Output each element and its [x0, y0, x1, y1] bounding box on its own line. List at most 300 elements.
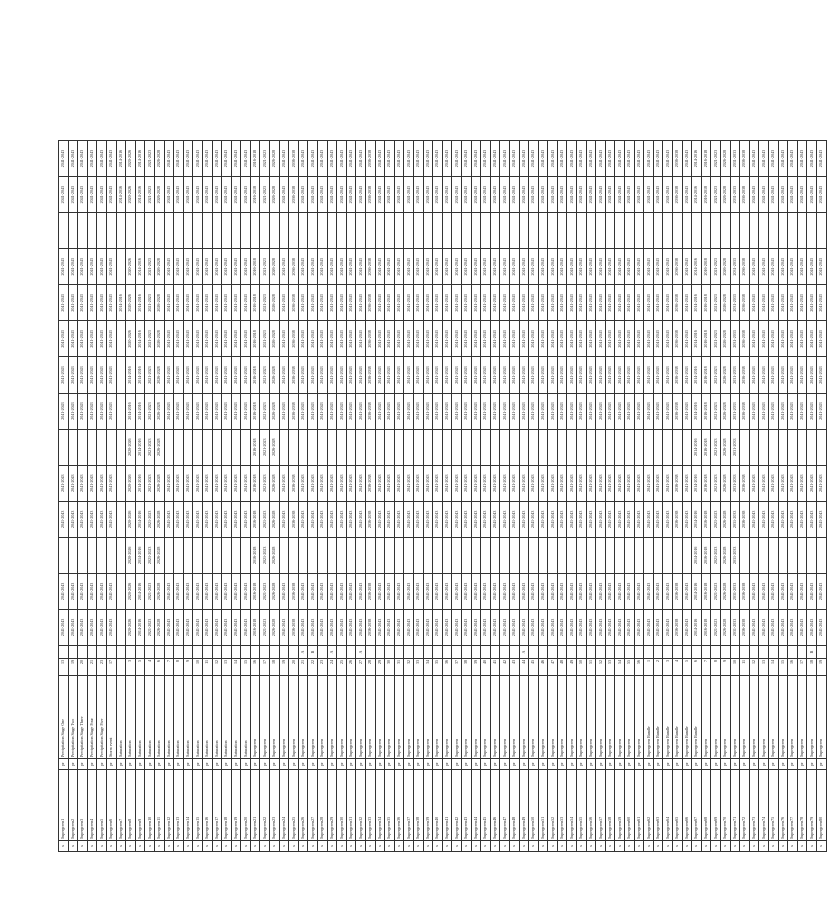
table-cell-code: pr — [289, 759, 299, 770]
table-cell-y11: 2041-2043 — [625, 249, 635, 285]
table-cell-y11 — [116, 249, 126, 285]
table-cell-y4: 2041-2043 — [567, 501, 577, 537]
table-cell-name: Supergreen56 — [586, 770, 596, 841]
table-cell-y14: 2041-2043 — [461, 141, 471, 177]
table-cell-y3 — [519, 537, 529, 573]
table-cell-y11: 2041-2043 — [759, 249, 769, 285]
table-cell-y3 — [615, 537, 625, 573]
table-cell-y2: 2041-2043 — [682, 573, 692, 609]
table-cell-flag — [375, 646, 385, 659]
table-cell-y13: 2041-2043 — [682, 177, 692, 213]
table-cell-flag — [279, 646, 289, 659]
table-cell-flag — [452, 646, 462, 659]
table-cell-flag — [778, 646, 788, 659]
table-row — [260, 141, 270, 852]
table-cell-category: Supergreen — [778, 676, 788, 759]
table-cell-y4: 2041-2043 — [222, 501, 232, 537]
table-cell-category: Supergreen Bundle — [644, 676, 654, 759]
table-cell-y11: 2041-2043 — [298, 249, 308, 285]
table-cell-name: Supergreen76 — [778, 770, 788, 841]
table-cell-y11: 2041-2043 — [596, 249, 606, 285]
table-cell-y13: 2041-2043 — [404, 177, 414, 213]
table-cell-y13: 2041-2043 — [586, 177, 596, 213]
table-row — [154, 141, 164, 852]
table-cell-y5: 2041-2043 — [471, 465, 481, 501]
table-cell-y2: 2041-2043 — [174, 573, 184, 609]
table-cell-category: Saturation — [222, 676, 232, 759]
table-cell-code: pr — [375, 759, 385, 770]
table-cell-y5: 2041-2043 — [202, 465, 212, 501]
table-cell-y6 — [385, 429, 395, 465]
table-cell-y6 — [183, 429, 193, 465]
table-row — [68, 141, 78, 852]
table-cell-y7: 2041-2043 — [423, 393, 433, 429]
table-cell-y5: 2041-2043 — [222, 465, 232, 501]
table-cell-y4: 2041-2043 — [385, 501, 395, 537]
table-cell-y2: 2014-2016 — [135, 573, 145, 609]
table-cell-y13: 2041-2043 — [202, 177, 212, 213]
table-cell-y14: 2041-2043 — [202, 141, 212, 177]
table-cell-y11: 2036-2038 — [289, 249, 299, 285]
table-cell-y11: 2026-2028 — [154, 249, 164, 285]
table-cell-num: 6 — [154, 659, 164, 676]
table-cell-category: Supergreen — [346, 676, 356, 759]
table-cell-y6: 2031-2033 — [730, 429, 740, 465]
table-cell-y14: 2041-2043 — [634, 141, 644, 177]
table-cell-y13: 2036-2038 — [673, 177, 683, 213]
table-cell-y7: 2014-2016 — [692, 393, 702, 429]
table-cell-y1: 2016-2018 — [701, 609, 711, 645]
table-cell-y11: 2041-2043 — [174, 249, 184, 285]
table-cell-code: pr — [327, 759, 337, 770]
table-cell-y3 — [174, 537, 184, 573]
table-cell-y4: 2041-2043 — [557, 501, 567, 537]
table-cell-y9: 2041-2043 — [529, 321, 539, 357]
table-cell-y12 — [327, 213, 337, 249]
table-cell-code: pr — [577, 759, 587, 770]
table-cell-y10: 2021-2023 — [145, 285, 155, 321]
table-cell-y4: 2026-2028 — [720, 501, 730, 537]
table-cell-y1: 2026-2028 — [154, 609, 164, 645]
table-cell-y6 — [816, 429, 826, 465]
table-cell-num: 21 — [87, 659, 97, 676]
table-cell-y7: 2041-2043 — [318, 393, 328, 429]
table-cell-flag — [106, 646, 116, 659]
table-cell-y14: 2041-2043 — [433, 141, 443, 177]
table-row — [394, 141, 404, 852]
table-cell-mark: x — [711, 841, 721, 852]
table-cell-flag — [241, 646, 251, 659]
table-cell-y5: 2021-2023 — [711, 465, 721, 501]
table-cell-y4: 2041-2043 — [500, 501, 510, 537]
table-cell-y1: 2041-2043 — [625, 609, 635, 645]
table-cell-y14: 2041-2043 — [327, 141, 337, 177]
table-cell-mark: x — [519, 841, 529, 852]
table-cell-y1: 2021-2023 — [711, 609, 721, 645]
table-cell-y12 — [279, 213, 289, 249]
table-cell-y1: 2041-2043 — [241, 609, 251, 645]
table-cell-mark: x — [471, 841, 481, 852]
table-cell-y3: 2026-2028 — [720, 537, 730, 573]
table-cell-y14: 2041-2043 — [653, 141, 663, 177]
table-cell-y5: 2041-2043 — [87, 465, 97, 501]
table-cell-y12 — [740, 213, 750, 249]
table-cell-y14: 2041-2043 — [509, 141, 519, 177]
table-cell-y8: 2036-2038 — [366, 357, 376, 393]
table-cell-y2: 2041-2043 — [490, 573, 500, 609]
table-cell-y14: 2041-2043 — [567, 141, 577, 177]
table-cell-mark: x — [279, 841, 289, 852]
table-cell-code: pr — [116, 759, 126, 770]
table-cell-y11: 2041-2043 — [548, 249, 558, 285]
table-cell-flag — [567, 646, 577, 659]
table-cell-y3 — [308, 537, 318, 573]
table-cell-y2: 2041-2043 — [778, 573, 788, 609]
table-cell-y5: 2041-2043 — [298, 465, 308, 501]
table-cell-y1: 2041-2043 — [778, 609, 788, 645]
table-cell-y3 — [375, 537, 385, 573]
table-cell-category: Supergreen — [337, 676, 347, 759]
table-cell-name: Supergreen29 — [327, 770, 337, 841]
table-cell-y5: 2041-2043 — [788, 465, 798, 501]
table-cell-num: 39 — [471, 659, 481, 676]
table-cell-y3: 2026-2028 — [270, 537, 280, 573]
table-cell-mark: x — [433, 841, 443, 852]
table-cell-y12 — [366, 213, 376, 249]
table-cell-y4: 2041-2043 — [788, 501, 798, 537]
table-cell-y14: 2041-2043 — [97, 141, 107, 177]
table-cell-y11: 2041-2043 — [222, 249, 232, 285]
table-cell-y1: 2041-2043 — [577, 609, 587, 645]
data-table — [58, 140, 827, 852]
table-cell-y13: 2041-2043 — [452, 177, 462, 213]
table-cell-y5: 2031-2033 — [730, 465, 740, 501]
table-cell-category: Supergreen — [385, 676, 395, 759]
table-cell-num: 29 — [375, 659, 385, 676]
table-cell-flag — [586, 646, 596, 659]
table-cell-y7: 2041-2043 — [634, 393, 644, 429]
table-cell-code: pr — [222, 759, 232, 770]
table-cell-mark: x — [692, 841, 702, 852]
table-cell-y8: 2026-2028 — [720, 357, 730, 393]
table-cell-mark: x — [68, 841, 78, 852]
table-cell-y10: 2041-2043 — [78, 285, 88, 321]
table-cell-y4: 2041-2043 — [778, 501, 788, 537]
table-cell-y2: 2041-2043 — [644, 573, 654, 609]
table-cell-y12 — [615, 213, 625, 249]
table-cell-y6 — [87, 429, 97, 465]
table-cell-y7: 2041-2043 — [500, 393, 510, 429]
table-cell-y7: 2041-2043 — [644, 393, 654, 429]
table-cell-y8: 2014-2016 — [126, 357, 136, 393]
table-cell-y6 — [327, 429, 337, 465]
table-cell-y5: 2041-2043 — [394, 465, 404, 501]
table-cell-y4: 2031-2033 — [730, 501, 740, 537]
table-cell-y13: 2041-2043 — [385, 177, 395, 213]
table-cell-y9: 2041-2043 — [605, 321, 615, 357]
table-cell-y13: 2041-2043 — [318, 177, 328, 213]
table-cell-y11: 2041-2043 — [557, 249, 567, 285]
table-cell-y5: 2026-2028 — [270, 465, 280, 501]
table-cell-y2: 2041-2043 — [97, 573, 107, 609]
table-cell-y1: 2041-2043 — [433, 609, 443, 645]
table-cell-y9: 2041-2043 — [797, 321, 807, 357]
table-cell-y12 — [97, 213, 107, 249]
table-cell-category: Supergreen — [298, 676, 308, 759]
table-cell-name: Supergreen50 — [529, 770, 539, 841]
table-cell-num: 43 — [509, 659, 519, 676]
table-cell-y12 — [538, 213, 548, 249]
table-cell-category: Supergreen — [519, 676, 529, 759]
table-cell-num: 9 — [183, 659, 193, 676]
table-cell-y1: 2031-2033 — [730, 609, 740, 645]
table-cell-y9: 2041-2043 — [433, 321, 443, 357]
table-cell-y7: 2041-2043 — [59, 393, 69, 429]
table-cell-y5: 2041-2043 — [164, 465, 174, 501]
table-cell-y10: 2041-2043 — [778, 285, 788, 321]
table-row — [663, 141, 673, 852]
table-cell-y9: 2041-2043 — [461, 321, 471, 357]
table-row — [500, 141, 510, 852]
table-cell-y10: 2041-2043 — [193, 285, 203, 321]
table-cell-code: pr — [807, 759, 817, 770]
table-row — [490, 141, 500, 852]
table-cell-y7: 2041-2043 — [413, 393, 423, 429]
table-cell-y10: 2041-2043 — [212, 285, 222, 321]
table-cell-y6 — [193, 429, 203, 465]
table-cell-y14: 2041-2043 — [222, 141, 232, 177]
table-cell-y8: 2041-2043 — [327, 357, 337, 393]
table-row — [135, 141, 145, 852]
table-cell-y10: 2031-2033 — [730, 285, 740, 321]
table-row — [318, 141, 328, 852]
table-cell-y13: 2041-2043 — [87, 177, 97, 213]
table-cell-y1: 2041-2043 — [385, 609, 395, 645]
table-cell-y9 — [116, 321, 126, 357]
table-cell-y14: 2041-2043 — [768, 141, 778, 177]
table-cell-y6 — [433, 429, 443, 465]
table-cell-category: Supergreen — [433, 676, 443, 759]
table-cell-code: pr — [250, 759, 260, 770]
table-cell-y9: 2041-2043 — [653, 321, 663, 357]
table-cell-y3: 2020-2026 — [126, 537, 136, 573]
table-cell-num: 5 — [682, 659, 692, 676]
table-cell-name: Supergreen80 — [816, 770, 826, 841]
table-cell-y11: 2041-2043 — [788, 249, 798, 285]
table-cell-y7: 2041-2043 — [327, 393, 337, 429]
table-cell-y2: 2041-2043 — [577, 573, 587, 609]
table-cell-name: Supergreen60 — [625, 770, 635, 841]
table-cell-flag — [174, 646, 184, 659]
table-cell-y3 — [106, 537, 116, 573]
table-cell-code: pr — [59, 759, 69, 770]
table-cell-code: pr — [711, 759, 721, 770]
table-row — [270, 141, 280, 852]
table-cell-y12 — [701, 213, 711, 249]
table-cell-y10: 2041-2043 — [759, 285, 769, 321]
table-cell-y5: 2041-2043 — [193, 465, 203, 501]
table-cell-name: Supergreen6 — [106, 770, 116, 841]
table-cell-num: 56 — [634, 659, 644, 676]
table-row — [529, 141, 539, 852]
table-cell-y8: 2041-2043 — [212, 357, 222, 393]
table-cell-category: Saturation — [154, 676, 164, 759]
table-cell-y10: 2041-2043 — [97, 285, 107, 321]
table-cell-name: Supergreen54 — [567, 770, 577, 841]
table-cell-category: Precipitation Stage Five — [97, 676, 107, 759]
table-cell-y10: 2016-2018 — [250, 285, 260, 321]
table-cell-name: Supergreen40 — [433, 770, 443, 841]
table-cell-y7: 2041-2043 — [231, 393, 241, 429]
table-cell-y6 — [663, 429, 673, 465]
table-cell-y7: 2041-2043 — [586, 393, 596, 429]
table-cell-y10: 2041-2043 — [567, 285, 577, 321]
table-cell-num: 6 — [692, 659, 702, 676]
table-cell-y1: 2041-2043 — [567, 609, 577, 645]
table-cell-y3 — [385, 537, 395, 573]
table-cell-mark: x — [298, 841, 308, 852]
table-cell-y4: 2036-2038 — [366, 501, 376, 537]
table-cell-y10: 2041-2043 — [327, 285, 337, 321]
table-cell-name: Supergreen51 — [538, 770, 548, 841]
table-cell-y7: 2041-2043 — [807, 393, 817, 429]
table-cell-y5: 2041-2043 — [59, 465, 69, 501]
table-cell-y12 — [202, 213, 212, 249]
table-cell-y9: 2041-2043 — [193, 321, 203, 357]
table-cell-y14: 2041-2043 — [682, 141, 692, 177]
table-cell-y7: 2041-2043 — [625, 393, 635, 429]
table-cell-mark: x — [634, 841, 644, 852]
table-cell-y14: 2021-2023 — [711, 141, 721, 177]
table-cell-y2: 2041-2043 — [452, 573, 462, 609]
table-cell-y1: 2041-2043 — [557, 609, 567, 645]
table-cell-y2: 2041-2043 — [615, 573, 625, 609]
table-cell-y8 — [116, 357, 126, 393]
table-row — [653, 141, 663, 852]
table-cell-y6 — [749, 429, 759, 465]
table-cell-y1: 2016-2018 — [250, 609, 260, 645]
table-cell-name: Supergreen53 — [557, 770, 567, 841]
table-cell-name: Supergreen74 — [759, 770, 769, 841]
table-cell-y4: 2041-2043 — [337, 501, 347, 537]
table-cell-y4: 2041-2043 — [509, 501, 519, 537]
table-cell-y4: 2041-2043 — [682, 501, 692, 537]
table-cell-y2: 2041-2043 — [164, 573, 174, 609]
table-cell-y14: 2041-2043 — [596, 141, 606, 177]
table-cell-y8: 2031-2033 — [730, 357, 740, 393]
table-cell-flag — [615, 646, 625, 659]
table-cell-flag — [625, 646, 635, 659]
table-cell-name: Supergreen41 — [442, 770, 452, 841]
table-cell-y9: 2041-2043 — [356, 321, 366, 357]
table-cell-flag — [222, 646, 232, 659]
table-cell-y1: 2020-2026 — [126, 609, 136, 645]
table-cell-y11: 2041-2043 — [97, 249, 107, 285]
table-row — [231, 141, 241, 852]
table-cell-y7: 2041-2043 — [183, 393, 193, 429]
table-cell-flag — [154, 646, 164, 659]
table-cell-flag — [87, 646, 97, 659]
table-cell-y4: 2041-2043 — [433, 501, 443, 537]
table-cell-num: 38 — [461, 659, 471, 676]
table-cell-y1: 2041-2043 — [106, 609, 116, 645]
table-cell-y9: 2041-2043 — [97, 321, 107, 357]
table-cell-category: Precipitation Stage Two — [68, 676, 78, 759]
table-cell-y14: 2041-2043 — [816, 141, 826, 177]
table-cell-y10: 2041-2043 — [538, 285, 548, 321]
table-cell-category: Supergreen Bundle — [673, 676, 683, 759]
table-cell-y6: 2026-2028 — [270, 429, 280, 465]
table-cell-code: pr — [481, 759, 491, 770]
table-cell-y12 — [68, 213, 78, 249]
table-cell-category: Supergreen — [701, 676, 711, 759]
table-cell-y11: 2041-2043 — [413, 249, 423, 285]
table-cell-y12 — [241, 213, 251, 249]
table-cell-y5: 2041-2043 — [279, 465, 289, 501]
table-cell-y9: 2020-2026 — [126, 321, 136, 357]
table-row — [279, 141, 289, 852]
table-cell-y14: 2041-2043 — [490, 141, 500, 177]
table-cell-y6 — [116, 429, 126, 465]
table-cell-flag — [538, 646, 548, 659]
table-cell-y8: 2026-2028 — [270, 357, 280, 393]
table-cell-y1: 2041-2043 — [423, 609, 433, 645]
table-cell-y6 — [500, 429, 510, 465]
table-cell-y1: 2041-2043 — [231, 609, 241, 645]
table-cell-flag — [394, 646, 404, 659]
table-row — [644, 141, 654, 852]
table-cell-mark: x — [222, 841, 232, 852]
table-cell-y12 — [289, 213, 299, 249]
table-cell-name: Supergreen7 — [116, 770, 126, 841]
table-cell-y4: 2041-2043 — [768, 501, 778, 537]
table-cell-y12 — [768, 213, 778, 249]
table-cell-y3 — [212, 537, 222, 573]
table-cell-mark: x — [346, 841, 356, 852]
table-cell-y14: 2021-2023 — [260, 141, 270, 177]
table-cell-category: Supergreen — [452, 676, 462, 759]
table-cell-y14: 2041-2043 — [442, 141, 452, 177]
table-row — [298, 141, 308, 852]
table-cell-y5: 2041-2043 — [174, 465, 184, 501]
table-cell-y2: 2041-2043 — [768, 573, 778, 609]
table-cell-y12 — [174, 213, 184, 249]
table-cell-y5: 2041-2043 — [106, 465, 116, 501]
table-cell-y11: 2031-2033 — [730, 249, 740, 285]
table-cell-y1: 2041-2043 — [413, 609, 423, 645]
table-cell-mark: x — [730, 841, 740, 852]
table-cell-y11: 2041-2043 — [68, 249, 78, 285]
table-cell-y6: 2016-2018 — [250, 429, 260, 465]
table-cell-y10: 2041-2043 — [500, 285, 510, 321]
table-body — [59, 141, 827, 852]
table-cell-y12 — [634, 213, 644, 249]
table-cell-y13: 2041-2043 — [423, 177, 433, 213]
table-cell-y6 — [308, 429, 318, 465]
table-cell-name: Supergreen9 — [135, 770, 145, 841]
table-cell-name: Supergreen27 — [308, 770, 318, 841]
table-cell-y11: 2041-2043 — [327, 249, 337, 285]
table-cell-y3 — [289, 537, 299, 573]
table-cell-mark: x — [673, 841, 683, 852]
table-cell-y9: 2041-2043 — [174, 321, 184, 357]
table-cell-flag — [500, 646, 510, 659]
table-cell-num: 48 — [557, 659, 567, 676]
table-cell-name: Supergreen63 — [653, 770, 663, 841]
table-cell-y11: 2041-2043 — [375, 249, 385, 285]
table-cell-y1: 2041-2043 — [682, 609, 692, 645]
table-cell-y5: 2014-2016 — [692, 465, 702, 501]
